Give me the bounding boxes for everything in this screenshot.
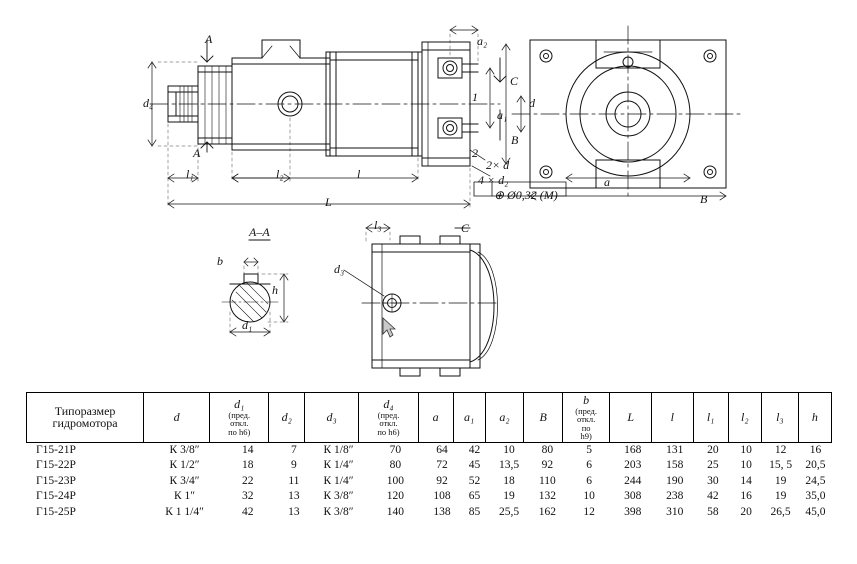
cell-h: 24,5 xyxy=(805,474,826,487)
dim-label-note-4xd2: 4 × d₂ xyxy=(478,173,509,187)
cell-b: 5 xyxy=(586,443,593,456)
cell-l3: 19 xyxy=(774,490,787,503)
cell-l1: 42 xyxy=(707,490,719,503)
cell-l: 238 xyxy=(666,490,684,503)
dimensions-table xyxy=(26,392,832,520)
table-header xyxy=(26,392,832,443)
dim-label-dim-a1: a₁ xyxy=(497,108,508,122)
dim-label-dim-d-face: d xyxy=(529,96,535,110)
dim-label-dim-a-face: a xyxy=(604,175,610,189)
cell-h: 35,0 xyxy=(805,490,826,503)
cell-d4: 70 xyxy=(389,443,402,456)
th-a2: a₂ xyxy=(485,393,524,443)
th-l: l xyxy=(652,393,693,443)
cell-a: 64 xyxy=(436,443,448,456)
dim-label-note-2xd: 2× d xyxy=(486,158,510,172)
cell-L: 168 xyxy=(624,443,642,456)
cell-l2: 10 xyxy=(740,459,752,472)
th-l1: l₁ xyxy=(693,393,728,443)
th-d2: d₂ xyxy=(269,393,304,443)
table-row xyxy=(26,505,832,521)
cell-b: 10 xyxy=(583,490,595,503)
cell-a2: 13,5 xyxy=(498,459,520,472)
cell-l3: 12 xyxy=(774,443,787,456)
cell-l2: 20 xyxy=(740,505,752,518)
th-type: Типоразмер гидромотора xyxy=(27,393,144,443)
cell-d4: 100 xyxy=(386,474,404,487)
cell-d3: К 1/8″ xyxy=(323,443,354,456)
cell-B: 80 xyxy=(541,443,554,456)
dim-label-dim-l2: l₂ xyxy=(276,167,284,181)
cell-d1: 14 xyxy=(241,443,254,456)
cell-l: 158 xyxy=(666,459,684,472)
table-row xyxy=(26,443,832,459)
cell-type: Г15-21Р xyxy=(36,443,76,456)
cell-a2: 19 xyxy=(503,490,515,503)
cell-d: К 1 1/4″ xyxy=(165,505,204,518)
th-d1: d₁ (пред. откл. по h6) xyxy=(210,393,269,443)
th-d3: d₃ xyxy=(304,393,358,443)
dim-label-dim-a2: a₂ xyxy=(477,34,488,48)
cell-l1: 58 xyxy=(707,505,719,518)
cell-h: 16 xyxy=(809,443,822,456)
cell-a1: 52 xyxy=(468,474,481,487)
cell-d2: 13 xyxy=(288,490,300,503)
cell-a: 108 xyxy=(433,490,451,503)
th-l2: l₂ xyxy=(728,393,761,443)
cell-L: 244 xyxy=(624,474,642,487)
cell-d2: 11 xyxy=(288,474,300,487)
cell-d3: К 1/4″ xyxy=(323,459,354,472)
cell-a: 72 xyxy=(436,459,448,472)
th-a1: a₁ xyxy=(453,393,485,443)
cell-type: Г15-24Р xyxy=(36,490,76,503)
cell-B: 110 xyxy=(538,474,556,487)
dim-label-dim-h: h xyxy=(272,283,278,297)
cell-d3: К 3/8″ xyxy=(323,505,354,518)
cell-b: 6 xyxy=(586,459,593,472)
dim-label-dim-B-right: B xyxy=(511,133,519,147)
cell-l3: 15, 5 xyxy=(769,459,793,472)
dim-label-port-2: 2 xyxy=(472,146,478,160)
dim-label-port-1: 1 xyxy=(472,90,478,104)
cell-a1: 42 xyxy=(468,443,481,456)
dim-label-dim-d1: d₁ xyxy=(242,318,253,332)
cell-d2: 13 xyxy=(288,505,300,518)
cell-l: 131 xyxy=(666,443,684,456)
dim-label-dim-L: L xyxy=(325,195,332,209)
mouse-cursor xyxy=(383,318,395,337)
table-row xyxy=(26,458,832,474)
cell-a1: 85 xyxy=(468,505,481,518)
cell-d4: 80 xyxy=(389,459,402,472)
th-l3: l₃ xyxy=(761,393,798,443)
cell-d1: 32 xyxy=(241,490,254,503)
cell-h: 20,5 xyxy=(805,459,826,472)
dim-label-dim-d3: d₃ xyxy=(334,262,345,276)
cell-l: 190 xyxy=(666,474,684,487)
th-a: a xyxy=(418,393,453,443)
cell-l: 310 xyxy=(666,505,684,518)
dim-label-dim-B-face: B xyxy=(700,192,708,206)
th-h: h xyxy=(798,393,831,443)
dim-label-dim-d4: d₄ xyxy=(143,96,154,110)
table-row xyxy=(26,474,832,490)
th-b: b (пред. откл. по h9) xyxy=(562,393,609,443)
dim-label-dim-l3: l₃ xyxy=(374,218,382,232)
cell-a1: 65 xyxy=(468,490,481,503)
th-L: L xyxy=(610,393,652,443)
cell-a2: 18 xyxy=(503,474,515,487)
cell-l3: 26,5 xyxy=(770,505,791,518)
cell-d1: 42 xyxy=(241,505,254,518)
cell-a2: 10 xyxy=(503,443,515,456)
dim-label-sec-A-top: A xyxy=(205,32,213,46)
cell-a: 138 xyxy=(433,505,451,518)
dim-label-note-tol: ⊕ Ø0,32 (M) xyxy=(494,188,558,202)
th-d4: d₄ (пред. откл. по h6) xyxy=(359,393,418,443)
cell-l3: 19 xyxy=(774,474,787,487)
cell-d: К 1/2″ xyxy=(169,459,200,472)
cell-a2: 25,5 xyxy=(498,505,520,518)
cell-l2: 14 xyxy=(740,474,752,487)
cell-d: К 3/4″ xyxy=(169,474,200,487)
cell-L: 398 xyxy=(624,505,642,518)
cell-d4: 120 xyxy=(386,490,404,503)
cell-l2: 10 xyxy=(740,443,752,456)
cell-l1: 20 xyxy=(707,443,719,456)
dim-label-mark-C-bottom: C xyxy=(461,221,470,235)
dim-label-sec-AA: A–A xyxy=(249,225,270,239)
table-row xyxy=(26,489,832,505)
cell-type: Г15-22Р xyxy=(36,459,76,472)
cell-B: 162 xyxy=(538,505,557,518)
cell-d: К 3/8″ xyxy=(169,443,200,456)
cell-L: 308 xyxy=(624,490,642,503)
dim-label-dim-l: l xyxy=(357,167,361,181)
cell-type: Г15-25Р xyxy=(36,505,76,518)
th-B: B xyxy=(524,393,562,443)
cell-d1: 22 xyxy=(241,474,254,487)
cell-d: К 1″ xyxy=(174,490,196,503)
cell-a: 92 xyxy=(436,474,448,487)
cell-d3: К 1/4″ xyxy=(323,474,354,487)
cell-h: 45,0 xyxy=(805,505,826,518)
cell-l1: 30 xyxy=(707,474,719,487)
cell-d2: 7 xyxy=(291,443,297,456)
cell-d4: 140 xyxy=(386,505,404,518)
cell-b: 12 xyxy=(583,505,595,518)
cell-type: Г15-23Р xyxy=(36,474,76,487)
dim-label-dim-l1: l₁ xyxy=(186,167,194,181)
cell-L: 203 xyxy=(624,459,642,472)
cell-b: 6 xyxy=(586,474,593,487)
cell-B: 132 xyxy=(538,490,557,503)
cell-d3: К 3/8″ xyxy=(323,490,354,503)
cell-d1: 18 xyxy=(241,459,254,472)
cell-B: 92 xyxy=(541,459,554,472)
table-body xyxy=(26,443,832,521)
th-d: d xyxy=(144,393,210,443)
dim-label-mark-C-top: C xyxy=(510,74,519,88)
dim-label-dim-b: b xyxy=(217,254,223,268)
cell-l1: 25 xyxy=(707,459,719,472)
cell-l2: 16 xyxy=(740,490,752,503)
dim-label-sec-A-bottom: A xyxy=(193,146,201,160)
cell-d2: 9 xyxy=(291,459,297,472)
cell-a1: 45 xyxy=(468,459,481,472)
